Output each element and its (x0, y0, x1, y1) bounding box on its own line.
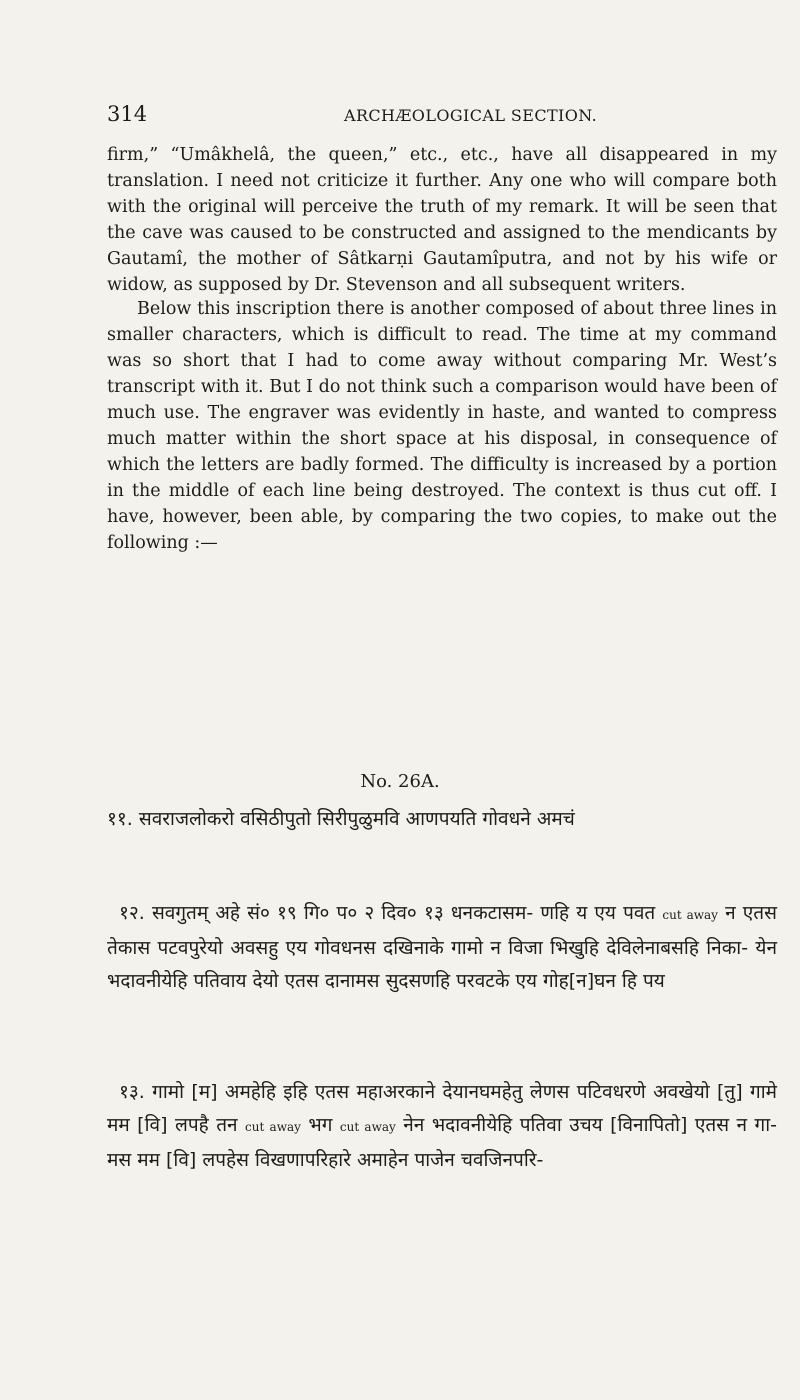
inscription-title: No. 26A. (360, 771, 440, 792)
cut-away-note: cut away (662, 908, 718, 922)
devanagari-text: गामो [म] अमहेहि इहि एतस महाअरकाने देयानघमहेतु लेणस पटिवधरणे अवखेयो [तु] गामे मम [वि] लपहै तन (107, 1081, 777, 1136)
cut-away-note: cut away (245, 1120, 301, 1134)
inscription-line-12 (107, 897, 777, 998)
devanagari-text: न एतस तेकास पटवपुरेयो अवसहु एय गोवधनस दखिनाके गामो न विजा भिखुहि देविलेनाबसहि निका- येन भदावनीयेहि पतिवाय देयो एतस दानामस सुदसणहि परवटके एय गोह[न]घन हि पय (107, 902, 777, 992)
line-number: १३. (119, 1081, 145, 1103)
paragraph-2: Below this inscription there is another composed of about three lines in smaller characters, which is difficult to read. The time at my command was so short that I had to come away without comparing Mr. West’s transcript with it. But I do not think such a comparison would have been of much use. The engraver was evidently in haste, and wanted to compress much matter within the short space at his disposal, in consequence of which the letters are badly formed. The difficulty is increased by a portion in the middle of each line being destroyed. The context is thus cut off. I have, however, been able, by comparing the two copies, to make out the following :— (107, 299, 777, 553)
page-header (0, 102, 800, 132)
inscription-line-11 (107, 803, 777, 836)
devanagari-text: भग (308, 1114, 333, 1136)
line-number: १२. (119, 902, 145, 924)
devanagari-text: नेन भदावनीयेहि पतिवा उचय [विनापितो] एतस न गा- मस मम [वि] लपहेस विखणापरिहारे अमाहेन पाजेन चवजिनपरि- (107, 1114, 777, 1171)
page-number: 314 (107, 102, 148, 126)
inscription-line-13 (107, 1076, 777, 1177)
paragraph-1: firm,” “Umâkhelâ, the queen,” etc., etc., have all disappeared in my translation. I need not criticize it further. Any one who will compare both with the original will perceive the truth of my remark. It will be seen that the cave was caused to be constructed and assigned to the mendicants by Gautamî, the mother of Sâtkarṇi Gautamîputra, and not by his wife or widow, as supposed by Dr. Stevenson and all subsequent writers. (107, 145, 777, 295)
line-number: ११. (107, 808, 133, 830)
cut-away-note: cut away (339, 1120, 396, 1134)
running-head: ARCHÆOLOGICAL SECTION. (344, 106, 598, 125)
devanagari-text: सवराजलोकरो वसिठीपुतो सिरीपुळुमवि आणपयति गोवधने अमचं (138, 808, 575, 830)
devanagari-text: सवगुतम् अहे सं० १९ गि० प० २ दिव० १३ धनकटासम- णहि य एय पवत (151, 902, 656, 924)
